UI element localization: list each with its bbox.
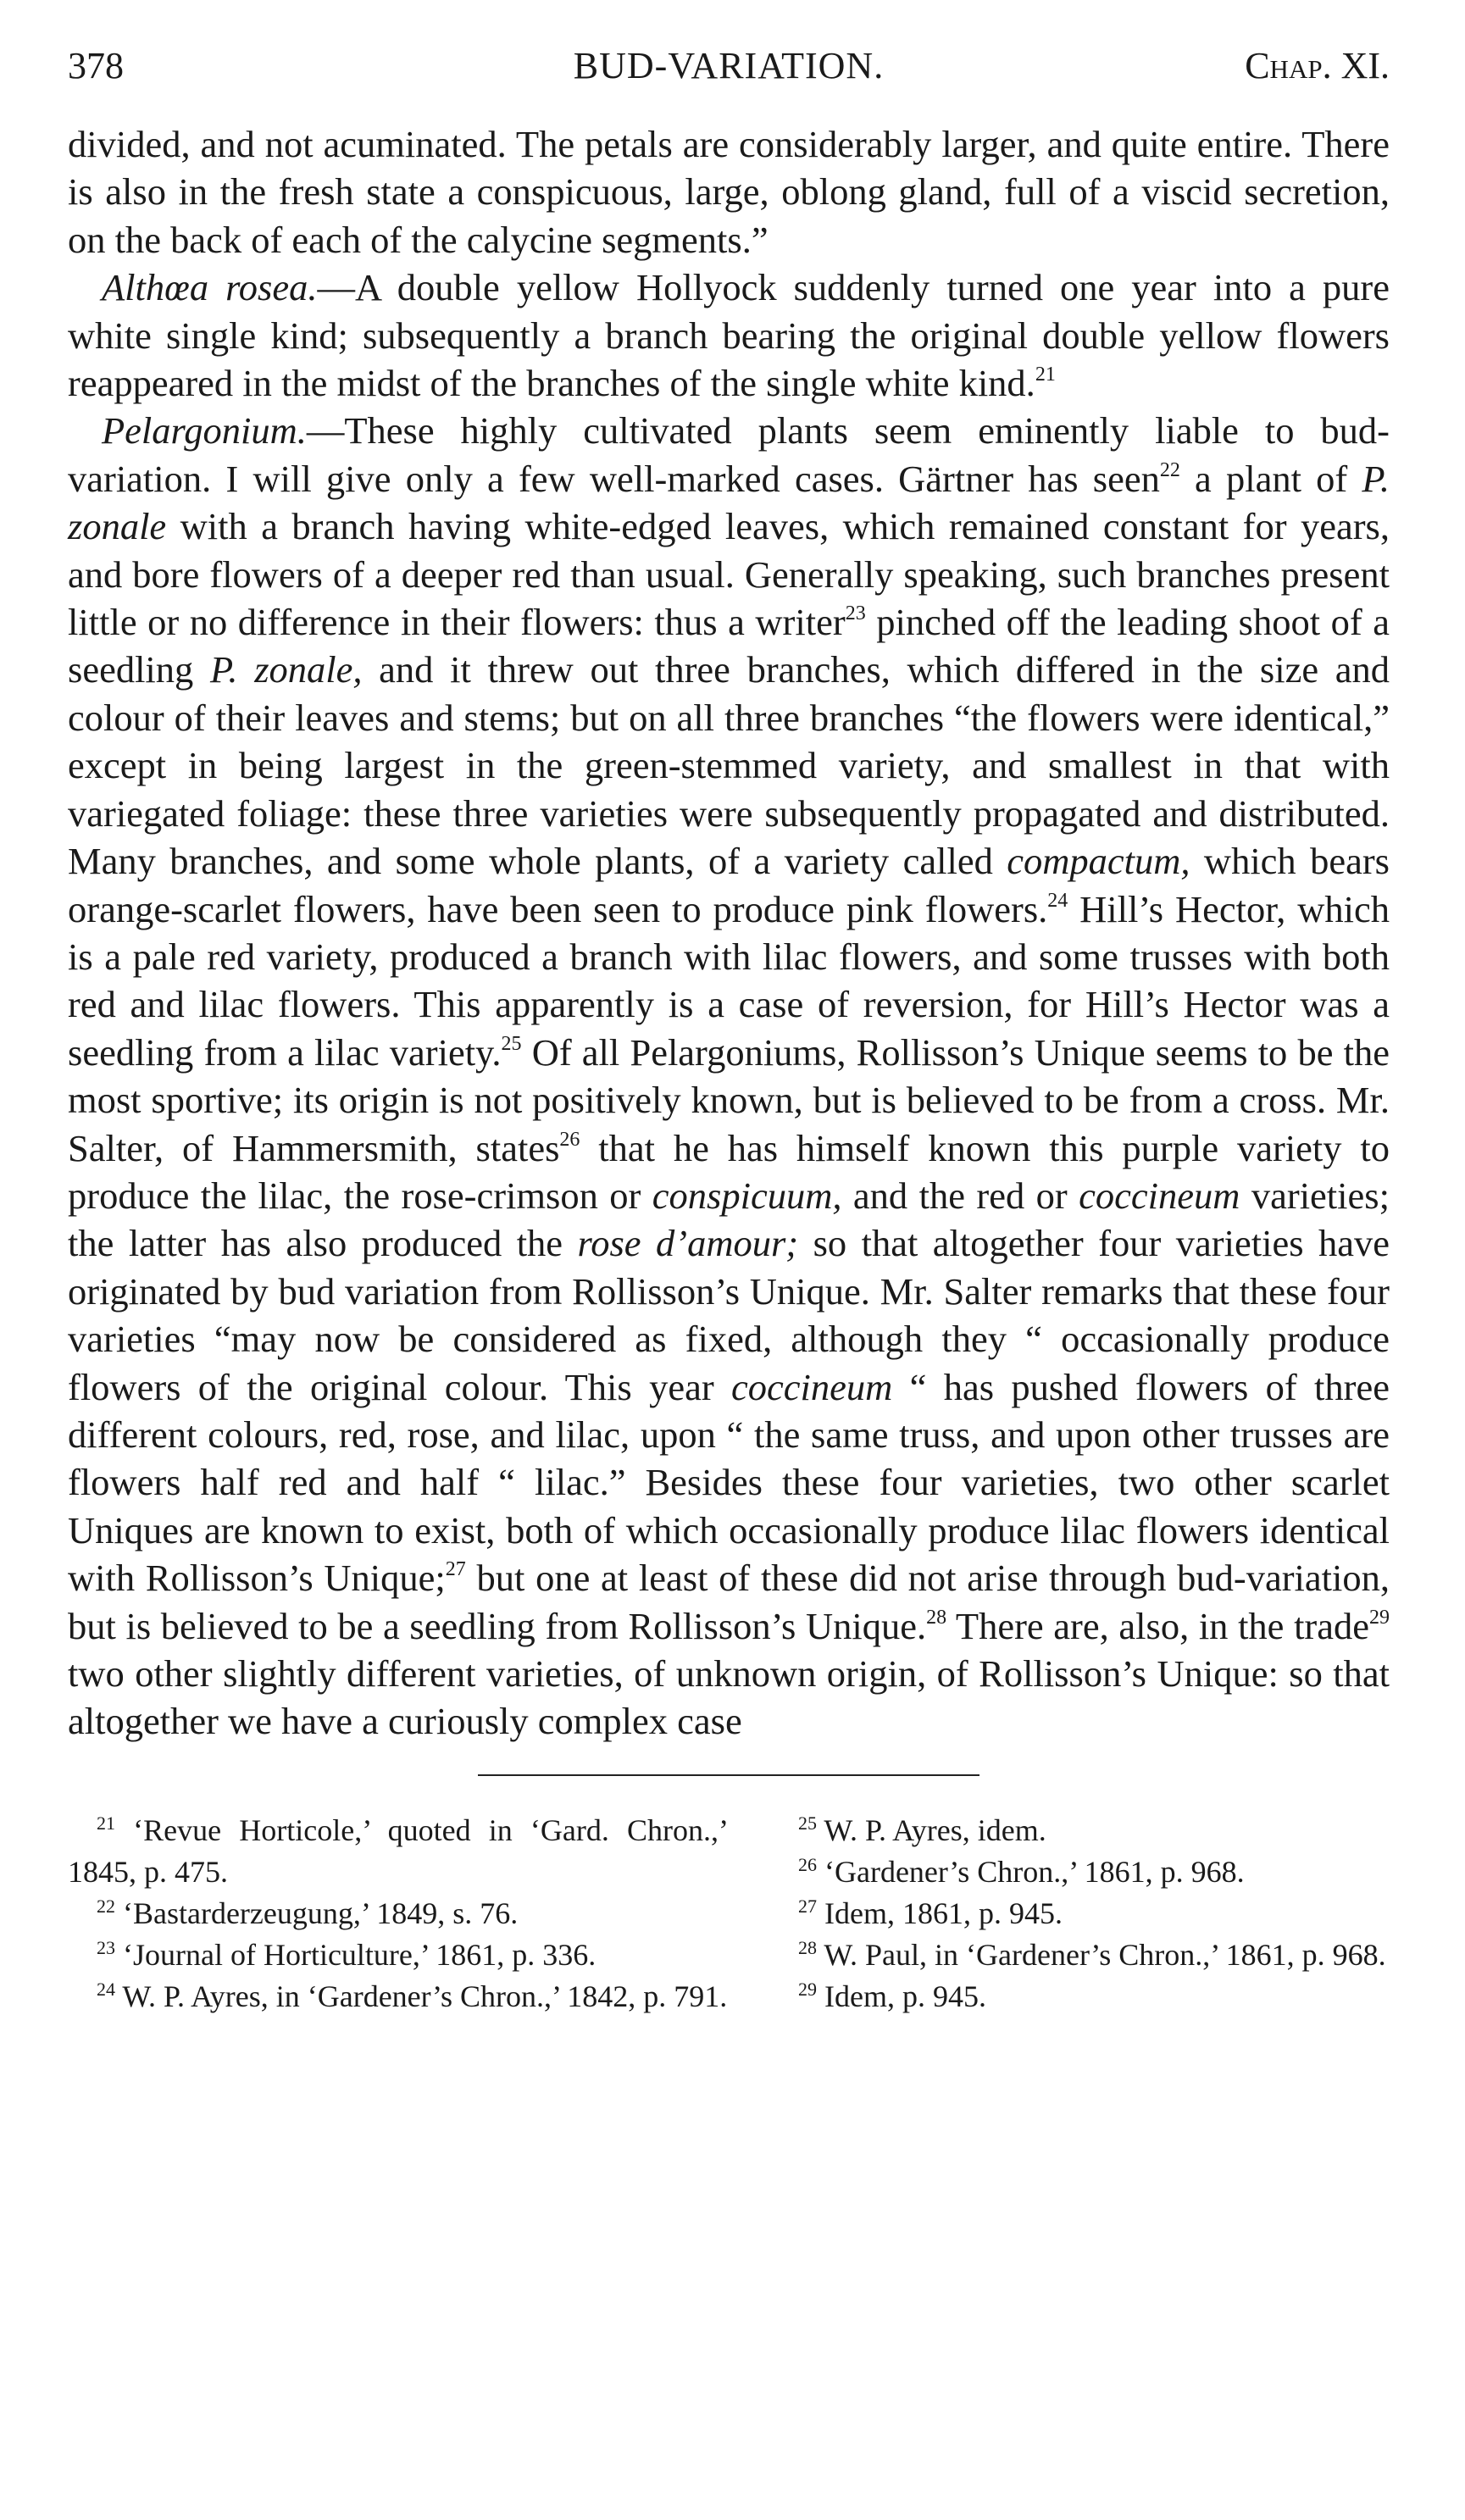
footnote-text: Idem, 1861, p. 945. (817, 1896, 1063, 1930)
footnote (68, 1976, 729, 2018)
footnote-text: Idem, p. 945. (817, 1979, 986, 2013)
species-name: Althœa rosea. (102, 266, 318, 309)
body-text (68, 120, 1390, 1746)
footnote-number: 27 (798, 1895, 817, 1917)
text-run: Of all Pelargoniums, Rollisson’s Unique seems to be the most sportive; its origin is not positively known, but is believed to be from a cross. Mr. Salter, of Hammersmith, states (68, 1030, 1390, 1169)
footnote-number: 25 (798, 1812, 817, 1834)
variety-name: conspicuum, (652, 1174, 842, 1217)
footnote (769, 1810, 1396, 1851)
footnote-number: 26 (798, 1853, 817, 1875)
footnote-ref: 24 (1047, 889, 1068, 912)
text-run: so that altogether four varieties have originated by bud variation from Rollisson’s Unique. Mr. Salter remarks that these four varieties “may now be considered as fixed, although they “ occasionally produce flowers of the original colour. This year (68, 1222, 1390, 1408)
footnote (769, 1851, 1396, 1893)
footnote-ref: 28 (926, 1606, 947, 1629)
footnote-number: 29 (798, 1978, 817, 2000)
footnote-number: 23 (97, 1936, 115, 1958)
footnote-ref: 29 (1369, 1606, 1390, 1629)
variety-name: compactum, (1007, 840, 1190, 883)
variety-name: coccineum (1079, 1174, 1240, 1217)
species-name: Pelargonium. (102, 409, 307, 452)
running-title: BUD-VARIATION. (573, 45, 885, 86)
species-name: P. zonale (68, 457, 1390, 548)
footnote-number: 22 (97, 1895, 115, 1917)
footnote-text: W. Paul, in ‘Gardener’s Chron.,’ 1861, p. 968. (817, 1937, 1386, 1972)
footnote-ref: 21 (1035, 364, 1056, 386)
paragraph-continued (68, 120, 1390, 264)
footnote-ref: 26 (559, 1128, 580, 1151)
text-run: but one at least of these did not arise through bud-variation, but is believed to be a seedling from Rollisson’s Unique. (68, 1557, 1390, 1647)
species-name: P. zonale, (209, 648, 363, 691)
text-run: divided, and not acuminated. The petals are considerably larger, and quite entire. There is also in the fresh state a conspicuous, large, oblong gland, full of a viscid secretion, on the back of each of the calycine segments.” (68, 123, 1390, 261)
footnote-number: 28 (798, 1936, 817, 1958)
text-run: Hill’s Hector, which is a pale red variety, produced a branch with lilac flowers, and some trusses with both red and lilac flowers. This apparently is a case of reversion, for Hill’s Hector was a seedling from a lilac variety. (68, 887, 1390, 1074)
footnote (769, 1893, 1396, 1934)
footnote-text: ‘Gardener’s Chron.,’ 1861, p. 968. (817, 1854, 1245, 1889)
footnote (68, 1934, 729, 1976)
footnote (68, 1810, 729, 1893)
footnote (769, 1934, 1396, 1976)
page-number: 378 (68, 45, 124, 86)
text-run: with a branch having white-edged leaves, which remained constant for years, and bore flowers of a deeper red than usual. Generally speaking, such branches present little or no difference in their flowers: thus a writer (68, 505, 1390, 644)
footnotes-left-column (68, 1810, 729, 2018)
book-page (68, 41, 1390, 2013)
footnote-ref: 25 (501, 1032, 522, 1055)
text-run: varieties; the latter has also produced the (68, 1174, 1390, 1265)
text-run: that he has himself known this purple variety to produce the lilac, the rose-crimson or (68, 1126, 1390, 1217)
footnote-text: ‘Journal of Horticulture,’ 1861, p. 336. (115, 1937, 597, 1972)
text-run: —A double yellow Hollyock suddenly turned one year into a pure white single kind; subsequently a branch bearing the original double yellow flowers reappeared in the midst of the branches of the single white kind. (68, 266, 1390, 405)
footnote-number: 24 (97, 1978, 115, 2000)
variety-name: coccineum (731, 1365, 893, 1408)
footnote (769, 1976, 1396, 2018)
footnote-text: W. P. Ayres, idem. (817, 1812, 1046, 1847)
footnote-number: 21 (97, 1812, 115, 1834)
footnote-text: W. P. Ayres, in ‘Gardener’s Chron.,’ 1842, p. 791. (115, 1979, 728, 2013)
paragraph-pelargonium (68, 407, 1390, 1745)
text-run: pinched off the leading shoot of a seedling (68, 601, 1390, 691)
paragraph-althaea (68, 264, 1390, 407)
footnote-text: ‘Bastarderzeugung,’ 1849, s. 76. (115, 1896, 519, 1930)
text-run: which bears orange-scarlet flowers, have been seen to produce pink flowers. (68, 840, 1390, 930)
variety-name: rose d’amour; (577, 1222, 799, 1265)
text-run: and the red or (841, 1174, 1079, 1217)
text-run: “ has pushed flowers of three different colours, red, rose, and lilac, upon “ the same truss, and upon other trusses are flowers half red and half “ lilac.” Besides these four varieties, two other scarlet Uniques are known to exist, both of which occasionally produce lilac flowers identical with Rollisson’s Unique; (68, 1365, 1390, 1600)
footnote-divider (478, 1774, 979, 1776)
text-run: and it threw out three branches, which differed in the size and colour of their leaves and stems; but on all three branches “the flowers were identical,” except in being largest in the green-stemmed variety, and smallest in that with variegated foliage: these three varieties were subsequently propagated and distributed. Many branches, and some whole plants, of a variety called (68, 648, 1390, 883)
footnotes-right-column (769, 1810, 1396, 2018)
footnote-ref: 23 (845, 602, 866, 625)
text-run: —These highly cultivated plants seem eminently liable to bud-variation. I will give only a few well-marked cases. Gärtner has seen (68, 409, 1390, 500)
running-header (68, 41, 1390, 92)
text-run: two other slightly different varieties, of unknown origin, of Rollisson’s Unique: so that altogether we have a curiously complex case (68, 1652, 1390, 1743)
footnote-ref: 22 (1159, 458, 1180, 481)
text-run: There are, also, in the trade (946, 1604, 1369, 1647)
chapter-label: Chap. XI. (1245, 45, 1390, 86)
footnote-text: ‘Revue Horticole,’ quoted in ‘Gard. Chron.,’ 1845, p. 475. (68, 1812, 729, 1889)
text-run: a plant of (1179, 457, 1362, 500)
footnote (68, 1893, 729, 1934)
footnote-ref: 27 (445, 1558, 466, 1581)
